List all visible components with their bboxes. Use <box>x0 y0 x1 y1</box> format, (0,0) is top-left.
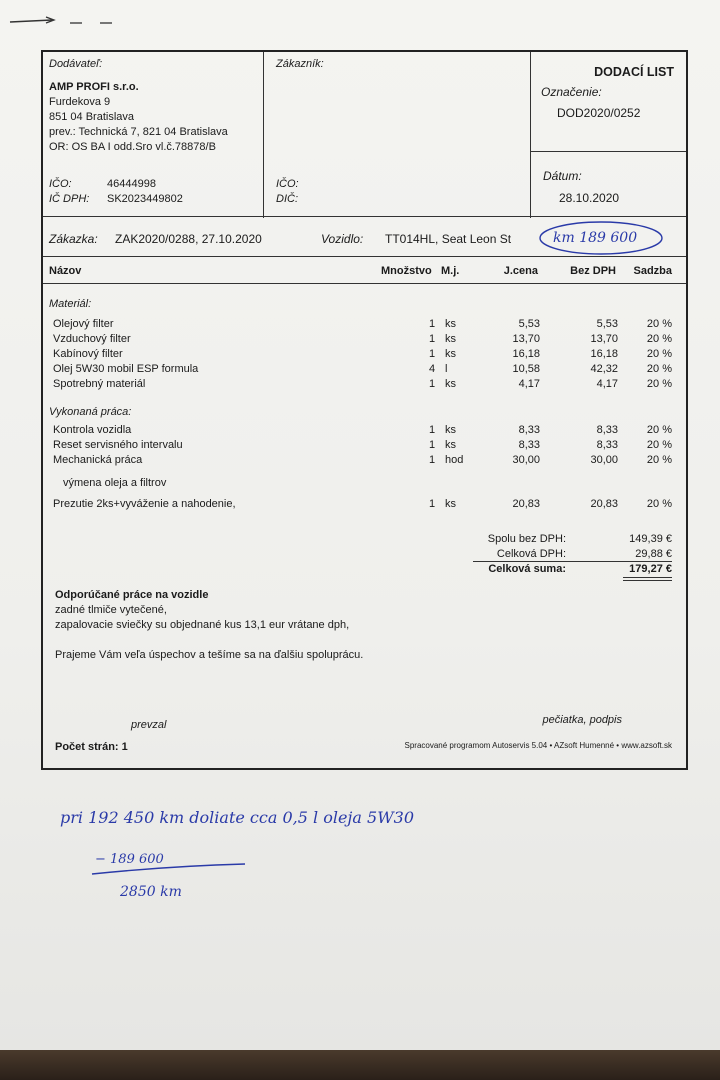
item-rate: 20 % <box>646 439 672 451</box>
table-row <box>43 333 686 348</box>
page-count: Počet strán: 1 <box>55 741 128 753</box>
recommend-line2: zapalovacie sviečky su objednané kus 13,1 eur vrátane dph, <box>55 619 350 631</box>
item-price: 10,58 <box>512 363 540 375</box>
item-price: 5,53 <box>518 318 540 330</box>
item-qty: 1 <box>429 424 436 436</box>
table-header <box>43 256 686 284</box>
vehicle-value: TT014HL, Seat Leon St <box>385 232 512 246</box>
item-unit: l <box>445 363 448 375</box>
handwritten-note: pri 192 450 km doliate cca 0,5 l oleja 5W30 <box>60 808 414 827</box>
item-name: Vzduchový filter <box>53 333 131 345</box>
item-net: 30,00 <box>590 454 618 466</box>
item-unit: ks <box>445 348 456 360</box>
vehicle-label: Vozidlo: <box>321 232 364 246</box>
pen-marks <box>8 8 128 32</box>
supplier-ico-label: IČO: <box>49 178 72 190</box>
item-price: 8,33 <box>518 439 540 451</box>
item-rate: 20 % <box>646 498 672 510</box>
supplier-name: AMP PROFI s.r.o. <box>49 81 139 93</box>
document-number-label: Označenie: <box>541 85 602 99</box>
total-net: 149,39 € <box>629 533 672 545</box>
wish-text: Prajeme Vám veľa úspechov a tešíme sa na ďalšiu spoluprácu. <box>55 649 364 661</box>
col-unit-price: J.cena <box>503 265 538 277</box>
item-price: 8,33 <box>518 424 540 436</box>
table-surface <box>0 1050 720 1080</box>
document-title: DODACÍ LIST <box>594 65 674 79</box>
item-unit: ks <box>445 439 456 451</box>
document-number: DOD2020/0252 <box>557 106 641 120</box>
table-row <box>43 498 686 513</box>
supplier-city: 851 04 Bratislava <box>49 111 134 123</box>
supplier-street: Furdekova 9 <box>49 96 111 108</box>
col-name: Názov <box>49 265 82 277</box>
item-net: 42,32 <box>590 363 618 375</box>
item-qty: 1 <box>429 439 436 451</box>
item-name: Kontrola vozidla <box>53 424 132 436</box>
item-rate: 20 % <box>646 378 672 390</box>
table-row <box>43 318 686 333</box>
recommend-title: Odporúčané práce na vozidle <box>55 589 209 601</box>
supplier-icdph-label: IČ DPH: <box>49 193 90 205</box>
document-block <box>531 52 686 218</box>
table-row <box>43 363 686 378</box>
supplier-branch: prev.: Technická 7, 821 04 Bratislava <box>49 126 228 138</box>
table-row <box>43 454 686 469</box>
stamp-label: pečiatka, podpis <box>542 714 622 726</box>
customer-block <box>263 52 531 218</box>
item-name: Kabínový filter <box>53 348 123 360</box>
total-sum-label: Celková suma: <box>488 563 566 575</box>
item-price: 13,70 <box>512 333 540 345</box>
section-material: Materiál: <box>49 298 92 310</box>
table-row <box>43 378 686 393</box>
customer-dic-label: DIČ: <box>276 193 298 205</box>
sum-underline-1 <box>623 577 672 578</box>
work-note: výmena oleja a filtrov <box>63 477 167 489</box>
table-row <box>43 348 686 363</box>
order-value: ZAK2020/0288, 27.10.2020 <box>115 232 262 246</box>
table-row <box>43 424 686 439</box>
item-unit: ks <box>445 498 456 510</box>
delivery-note-frame <box>41 50 688 770</box>
item-unit: ks <box>445 424 456 436</box>
item-qty: 1 <box>429 333 436 345</box>
item-price: 30,00 <box>512 454 540 466</box>
item-qty: 1 <box>429 348 436 360</box>
item-price: 16,18 <box>512 348 540 360</box>
header-divider <box>43 216 686 217</box>
item-qty: 1 <box>429 318 436 330</box>
item-rate: 20 % <box>646 424 672 436</box>
item-name: Olejový filter <box>53 318 114 330</box>
item-rate: 20 % <box>646 318 672 330</box>
table-row <box>43 439 686 454</box>
supplier-block <box>43 52 263 218</box>
col-rate: Sadzba <box>633 265 672 277</box>
item-price: 4,17 <box>518 378 540 390</box>
supplier-icdph: SK2023449802 <box>107 193 183 205</box>
item-net: 20,83 <box>590 498 618 510</box>
supplier-label: Dodávateľ: <box>49 58 103 70</box>
total-sum: 179,27 € <box>629 563 672 575</box>
order-row <box>43 218 686 256</box>
item-rate: 20 % <box>646 333 672 345</box>
customer-ico-label: IČO: <box>276 178 299 190</box>
supplier-ico: 46444998 <box>107 178 156 190</box>
item-price: 20,83 <box>512 498 540 510</box>
item-qty: 1 <box>429 378 436 390</box>
total-vat-label: Celková DPH: <box>496 548 566 560</box>
total-net-label: Spolu bez DPH: <box>487 533 566 545</box>
item-qty: 1 <box>429 498 436 510</box>
total-vat: 29,88 € <box>635 548 672 560</box>
handwritten-subtract: − 189 600 <box>95 852 164 867</box>
item-net: 8,33 <box>596 424 618 436</box>
item-net: 4,17 <box>596 378 618 390</box>
item-qty: 1 <box>429 454 436 466</box>
item-unit: ks <box>445 318 456 330</box>
item-name: Mechanická práca <box>53 454 143 466</box>
item-name: Prezutie 2ks+vyváženie a nahodenie, <box>53 498 236 510</box>
item-name: Olej 5W30 mobil ESP formula <box>53 363 199 375</box>
sum-underline-2 <box>623 580 672 581</box>
document-date-label: Dátum: <box>543 169 582 183</box>
totals-divider <box>473 561 672 562</box>
col-net: Bez DPH <box>570 265 616 277</box>
item-net: 8,33 <box>596 439 618 451</box>
document-title-box <box>531 52 686 152</box>
section-work: Vykonaná práca: <box>49 406 132 418</box>
software-note: Spracované programom Autoservis 5.04 • AZsoft Humenné • www.azsoft.sk <box>404 741 672 750</box>
item-unit: ks <box>445 333 456 345</box>
customer-label: Zákazník: <box>276 58 324 70</box>
item-rate: 20 % <box>646 363 672 375</box>
item-name: Reset servisného intervalu <box>53 439 183 451</box>
received-label: prevzal <box>131 719 167 731</box>
recommend-line1: zadné tlmiče vytečené, <box>55 604 167 616</box>
item-net: 5,53 <box>596 318 618 330</box>
supplier-register: OR: OS BA I odd.Sro vl.č.78878/B <box>49 141 216 153</box>
order-label: Zákazka: <box>49 232 98 246</box>
item-qty: 4 <box>429 363 436 375</box>
document-date: 28.10.2020 <box>559 191 620 205</box>
item-net: 13,70 <box>590 333 618 345</box>
item-unit: ks <box>445 378 456 390</box>
handwritten-result: 2850 km <box>120 884 182 900</box>
col-qty: Množstvo <box>381 265 432 277</box>
item-net: 16,18 <box>590 348 618 360</box>
col-unit: M.j. <box>441 265 460 277</box>
handwritten-underline <box>90 860 250 880</box>
item-unit: hod <box>445 454 464 466</box>
item-name: Spotrebný materiál <box>53 378 146 390</box>
item-rate: 20 % <box>646 348 672 360</box>
handwritten-mileage: km 189 600 <box>553 230 638 246</box>
item-rate: 20 % <box>646 454 672 466</box>
